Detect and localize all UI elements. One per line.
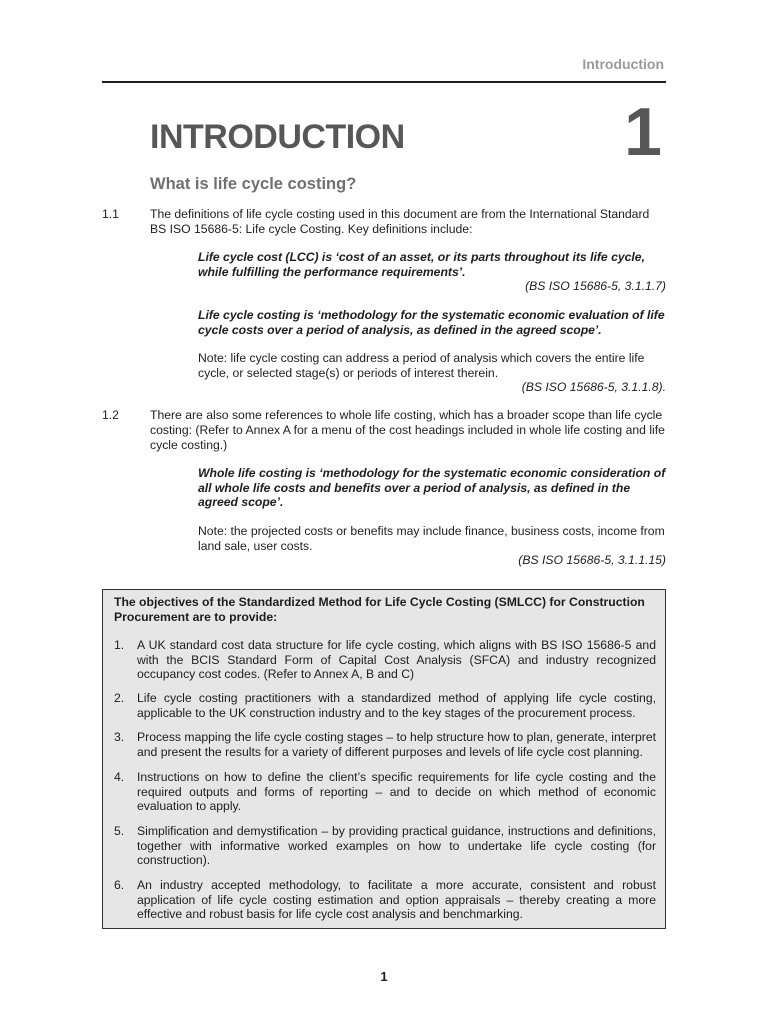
paragraph-1-2 (102, 408, 666, 453)
paragraph-text: There are also some references to whole life costing, which has a broader scope than life cycle costing: (Refer to Annex A for a menu of the cost headings included in whole life costing and life cycle costing.) (150, 408, 665, 452)
note-text: Note: life cycle costing can address a period of analysis which covers the entire life cycle, or selected stage(s) or periods of interest therein. (198, 351, 645, 380)
definition-text: Life cycle costing is ‘methodology for the systematic economic evaluation of life cycle costs over a period of analysis, as defined in the agreed scope’. (198, 308, 665, 337)
objective-number: 3. (114, 730, 125, 744)
paragraph-1-1 (102, 207, 666, 237)
objective-text: An industry accepted methodology, to facilitate a more accurate, consistent and robust application of life cycle costing estimation and option appraisals – thereby creating a more effective and robust basis for life cycle cost analysis and benchmarking. (137, 878, 656, 921)
definition-text: Life cycle cost (LCC) is ‘cost of an asset, or its parts throughout its life cycle, while fulfilling the performance requirements’. (198, 250, 645, 279)
objective-text: Process mapping the life cycle costing stages – to help structure how to plan, generate, interpret and present the results for a variety of different purposes and levels of life cycle cost planning. (137, 730, 656, 759)
objective-text: Simplification and demystification – by providing practical guidance, instructions and definitions, together with informative worked examples on how to undertake life cycle costing (for construction). (137, 824, 656, 867)
note-text: Note: the projected costs or benefits may include finance, business costs, income from land sale, user costs. (198, 524, 665, 553)
objective-number: 6. (114, 878, 125, 892)
chapter-number: 1 (624, 94, 662, 170)
objective-item (114, 638, 656, 682)
running-header: Introduction (582, 56, 664, 72)
paragraph-text: The definitions of life cycle costing used in this document are from the International Standard BS ISO 15686-5: Life cycle Costing. Key definitions include: (150, 207, 650, 236)
definition-reference: (BS ISO 15686-5, 3.1.1.7) (525, 279, 666, 293)
objective-text: Instructions on how to define the client’s specific requirements for life cycle costing and the required outputs and forms of reporting – and to decide on which method of economic evaluation to apply. (137, 770, 656, 813)
objective-item (114, 770, 656, 814)
objective-item (114, 878, 656, 922)
note-2 (198, 524, 666, 568)
objectives-heading: The objectives of the Standardized Method for Life Cycle Costing (SMLCC) for Construction Procurement are to provide: (114, 595, 645, 624)
definition-whole-life-costing (198, 466, 666, 510)
objective-text: A UK standard cost data structure for life cycle costing, which aligns with BS ISO 15686-5 and with the BCIS Standard Form of Capital Cost Analysis (SFCA) and industry recognized occupancy cost codes. (Refer to Annex A, B and C) (137, 638, 656, 681)
note-reference: (BS ISO 15686-5, 3.1.1.8). (521, 380, 666, 394)
objective-number: 4. (114, 770, 125, 784)
chapter-title: INTRODUCTION (150, 118, 405, 156)
objective-text: Life cycle costing practitioners with a standardized method of applying life cycle costing, applicable to the UK construction industry and to the key stages of the procurement process. (137, 691, 656, 720)
note-1 (198, 351, 666, 395)
objective-item (114, 824, 656, 868)
section-heading: What is life cycle costing? (150, 175, 357, 193)
paragraph-number: 1.2 (102, 408, 119, 422)
paragraph-number: 1.1 (102, 207, 119, 221)
objective-item (114, 691, 656, 720)
objective-number: 5. (114, 824, 125, 838)
note-reference: (BS ISO 15686-5, 3.1.1.15) (518, 553, 666, 567)
definition-text: Whole life costing is ‘methodology for the systematic economic consideration of all whole life costs and benefits over a period of analysis, as defined in the agreed scope’. (198, 466, 666, 509)
header-rule (102, 81, 666, 83)
definition-life-cycle-costing (198, 308, 666, 337)
objective-item (114, 730, 656, 759)
definition-lcc (198, 250, 666, 294)
objectives-box (102, 589, 666, 929)
objective-number: 2. (114, 691, 125, 705)
page-number: 1 (380, 969, 388, 984)
objective-number: 1. (114, 638, 125, 652)
